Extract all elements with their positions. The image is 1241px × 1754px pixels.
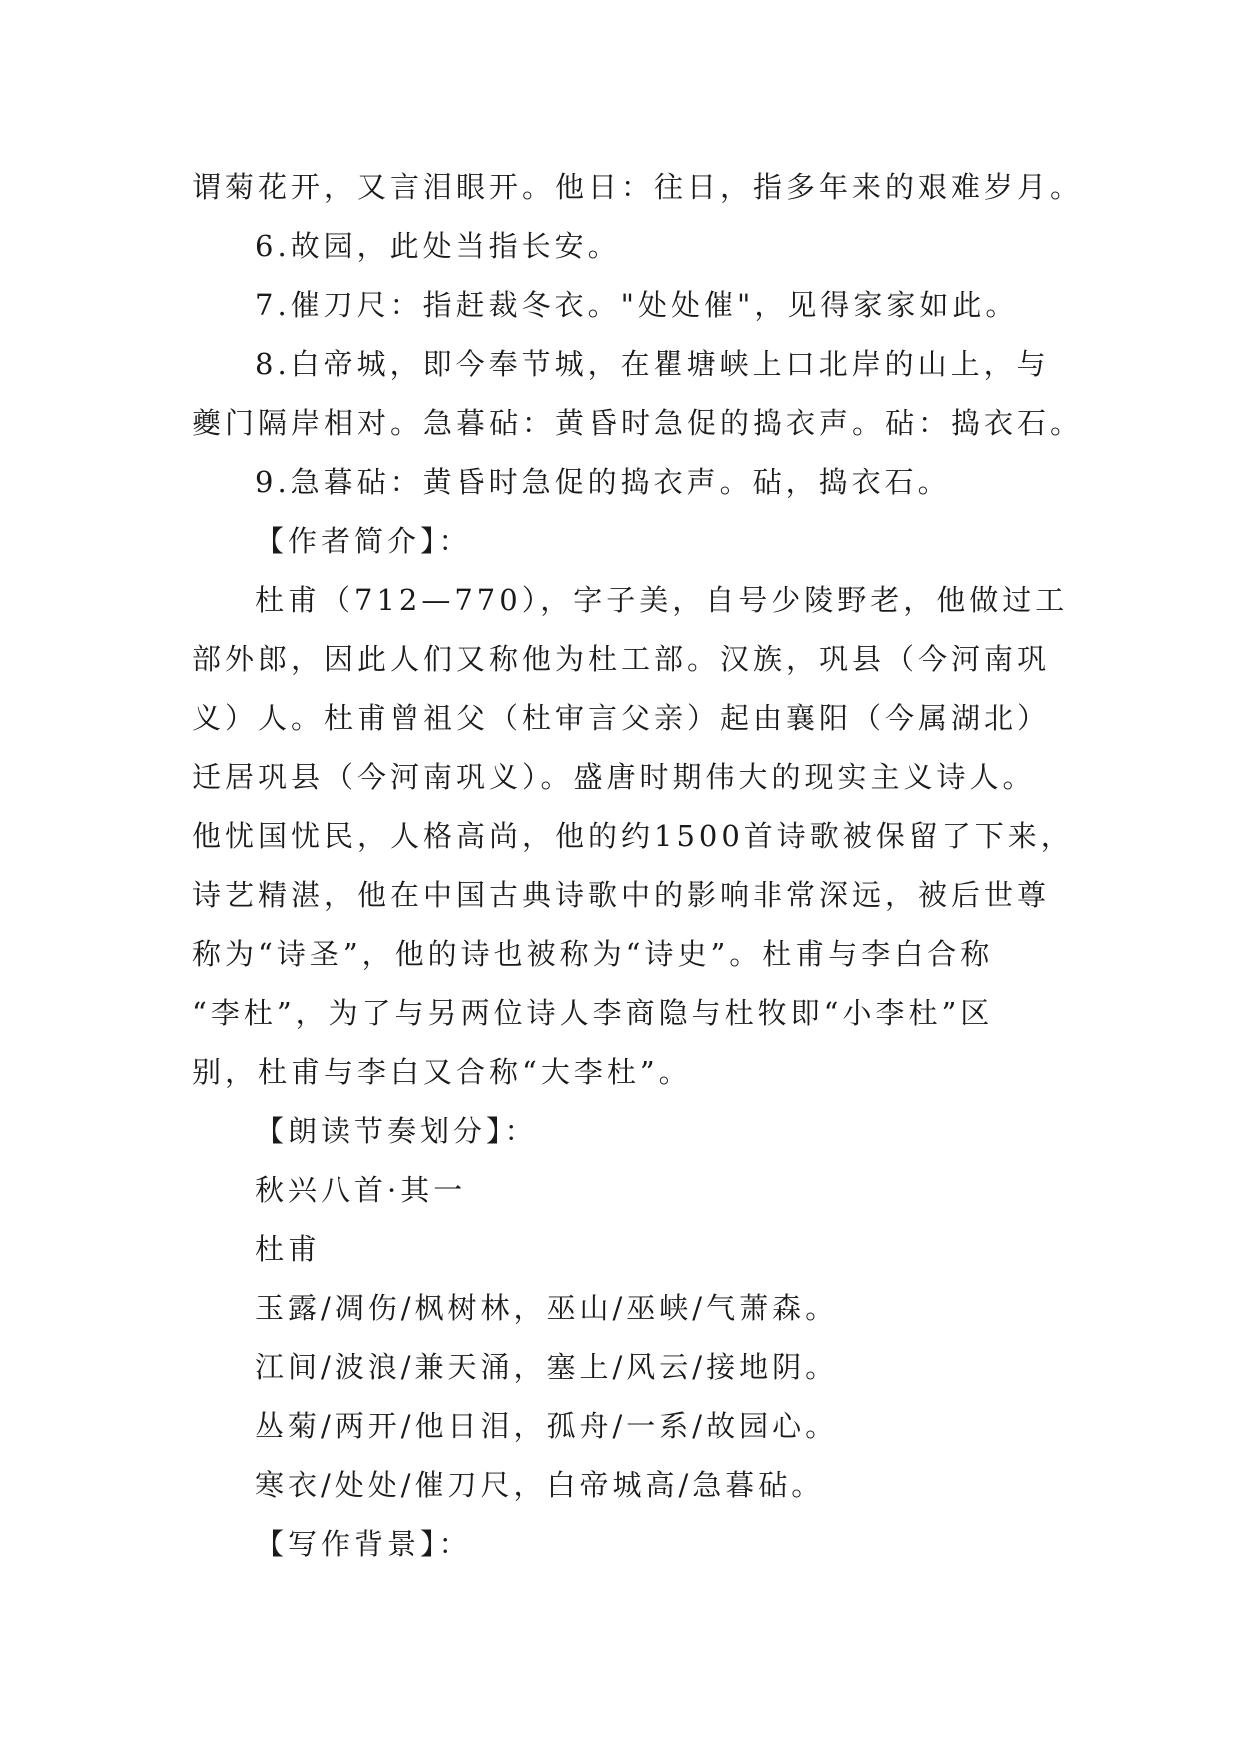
section-heading-rhythm: 【朗读节奏划分】：: [255, 1114, 538, 1148]
poem-title: 秋兴八首·其一: [255, 1173, 467, 1207]
note-6: 6.故园，此处当指长安。: [255, 229, 621, 263]
poem-line: 玉露/凋伤/枫树林，巫山/巫峡/气萧森。: [255, 1291, 839, 1325]
author-bio-line: 义）人。杜甫曾祖父（杜审言父亲）起由襄阳（今属湖北）: [192, 701, 1051, 735]
author-bio-line: 杜甫（712—770），字子美，自号少陵野老，他做过工: [255, 583, 1069, 617]
note-line-1: 谓菊花开，又言泪眼开。他日：往日，指多年来的艰难岁月。: [192, 170, 1084, 204]
document-body: [192, 158, 1092, 1574]
note-8-continued: 夔门隔岸相对。急暮砧：黄昏时急促的捣衣声。砧：捣衣石。: [192, 406, 1084, 440]
section-heading-background: 【写作背景】：: [255, 1527, 472, 1561]
author-bio-line: 部外郎，因此人们又称他为杜工部。汉族，巩县（今河南巩: [192, 642, 1051, 676]
note-7: 7.催刀尺：指赶裁冬衣。"处处催"，见得家家如此。: [255, 288, 1019, 322]
author-bio-line: 称为“诗圣”，他的诗也被称为“诗史”。杜甫与李白合称: [192, 937, 994, 971]
note-9: 9.急暮砧：黄昏时急促的捣衣声。砧，捣衣石。: [255, 465, 951, 499]
author-bio-line: 别，杜甫与李白又合称“大李杜”。: [192, 1055, 692, 1089]
poem-line: 江间/波浪/兼天涌，塞上/风云/接地阴。: [255, 1350, 839, 1384]
author-bio-line: 他忧国忧民，人格高尚，他的约1500首诗歌被保留了下来，: [192, 819, 1074, 853]
author-bio-line: 诗艺精湛，他在中国古典诗歌中的影响非常深远，被后世尊: [192, 878, 1051, 912]
poem-author: 杜甫: [255, 1232, 322, 1266]
poem-line: 丛菊/两开/他日泪，孤舟/一系/故园心。: [255, 1409, 839, 1443]
section-heading-author: 【作者简介】：: [255, 524, 472, 558]
author-bio-line: “李杜”，为了与另两位诗人李商隐与杜牧即“小李杜”区: [192, 996, 994, 1030]
poem-line: 寒衣/处处/催刀尺，白帝城高/急暮砧。: [255, 1468, 825, 1502]
author-bio-line: 迁居巩县（今河南巩义）。盛唐时期伟大的现实主义诗人。: [192, 760, 1036, 794]
note-8: 8.白帝城，即今奉节城，在瞿塘峡上口北岸的山上，与: [255, 347, 1050, 381]
